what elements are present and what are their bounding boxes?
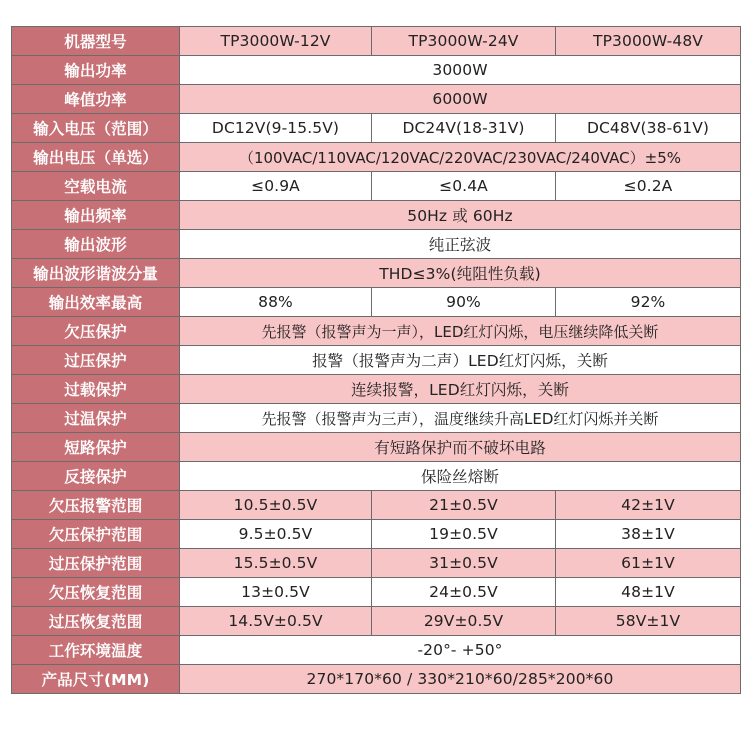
row-label: 输出功率 — [12, 56, 180, 85]
value-24v: 24±0.5V — [372, 578, 556, 607]
row-undervoltage-protect — [12, 317, 741, 346]
row-label: 过压保护范围 — [12, 549, 180, 578]
row-input-voltage — [12, 114, 741, 143]
row-label: 输出电压（单选） — [12, 143, 180, 172]
row-label: 空载电流 — [12, 172, 180, 201]
row-label: 欠压保护范围 — [12, 520, 180, 549]
value-48v: 42±1V — [556, 491, 741, 520]
row-output-frequency — [12, 201, 741, 230]
row-value: 50Hz 或 60Hz — [180, 201, 741, 230]
row-uv-recover-range — [12, 578, 741, 607]
row-no-load-current — [12, 172, 741, 201]
value-48v: DC48V(38-61V) — [556, 114, 741, 143]
value-12v: 14.5V±0.5V — [180, 607, 372, 636]
row-value: 报警（报警声为二声）LED红灯闪烁，关断 — [180, 346, 741, 375]
value-48v: 38±1V — [556, 520, 741, 549]
row-overvoltage-protect — [12, 346, 741, 375]
row-value: 270*170*60 / 330*210*60/285*200*60 — [180, 665, 741, 694]
value-48v: 61±1V — [556, 549, 741, 578]
value-12v: 10.5±0.5V — [180, 491, 372, 520]
row-label: 反接保护 — [12, 462, 180, 491]
model-48v: TP3000W-48V — [556, 27, 741, 56]
row-peak-power — [12, 85, 741, 114]
value-48v: ≤0.2A — [556, 172, 741, 201]
value-24v: 31±0.5V — [372, 549, 556, 578]
row-label: 机器型号 — [12, 27, 180, 56]
value-24v: 19±0.5V — [372, 520, 556, 549]
row-value: 有短路保护而不破坏电路 — [180, 433, 741, 462]
value-12v: ≤0.9A — [180, 172, 372, 201]
row-short-protect — [12, 433, 741, 462]
row-label: 输出波形谐波分量 — [12, 259, 180, 288]
value-24v: 21±0.5V — [372, 491, 556, 520]
row-value: 纯正弦波 — [180, 230, 741, 259]
row-value: -20°- +50° — [180, 636, 741, 665]
row-efficiency — [12, 288, 741, 317]
row-value: 保险丝熔断 — [180, 462, 741, 491]
row-output-waveform — [12, 230, 741, 259]
value-48v: 58V±1V — [556, 607, 741, 636]
row-label: 输出波形 — [12, 230, 180, 259]
row-ov-protect-range — [12, 549, 741, 578]
row-label: 输出频率 — [12, 201, 180, 230]
row-label: 过温保护 — [12, 404, 180, 433]
row-overload-protect — [12, 375, 741, 404]
row-value: （100VAC/110VAC/120VAC/220VAC/230VAC/240VAC）±5% — [180, 143, 741, 172]
spec-table — [11, 26, 741, 694]
row-value: 先报警（报警声为三声），温度继续升高LED红灯闪烁并关断 — [180, 404, 741, 433]
row-harmonic — [12, 259, 741, 288]
row-label: 欠压保护 — [12, 317, 180, 346]
row-label: 过压保护 — [12, 346, 180, 375]
row-dimensions — [12, 665, 741, 694]
row-label: 短路保护 — [12, 433, 180, 462]
value-12v: 13±0.5V — [180, 578, 372, 607]
row-uv-alarm-range — [12, 491, 741, 520]
row-uv-protect-range — [12, 520, 741, 549]
value-12v: 88% — [180, 288, 372, 317]
row-output-voltage — [12, 143, 741, 172]
value-48v: 92% — [556, 288, 741, 317]
value-12v: 9.5±0.5V — [180, 520, 372, 549]
row-output-power — [12, 56, 741, 85]
model-12v: TP3000W-12V — [180, 27, 372, 56]
row-label: 过压恢复范围 — [12, 607, 180, 636]
value-12v: DC12V(9-15.5V) — [180, 114, 372, 143]
row-label: 过载保护 — [12, 375, 180, 404]
row-reverse-protect — [12, 462, 741, 491]
row-ov-recover-range — [12, 607, 741, 636]
row-label: 产品尺寸(MM) — [12, 665, 180, 694]
row-model — [12, 27, 741, 56]
value-24v: 90% — [372, 288, 556, 317]
value-24v: 29V±0.5V — [372, 607, 556, 636]
row-label: 欠压报警范围 — [12, 491, 180, 520]
row-value: 3000W — [180, 56, 741, 85]
row-label: 工作环境温度 — [12, 636, 180, 665]
row-label: 欠压恢复范围 — [12, 578, 180, 607]
value-24v: ≤0.4A — [372, 172, 556, 201]
value-24v: DC24V(18-31V) — [372, 114, 556, 143]
row-overtemp-protect — [12, 404, 741, 433]
row-temperature — [12, 636, 741, 665]
row-value: 连续报警，LED红灯闪烁，关断 — [180, 375, 741, 404]
value-48v: 48±1V — [556, 578, 741, 607]
row-value: 6000W — [180, 85, 741, 114]
row-value: 先报警（报警声为一声），LED红灯闪烁，电压继续降低关断 — [180, 317, 741, 346]
row-label: 峰值功率 — [12, 85, 180, 114]
row-label: 输出效率最高 — [12, 288, 180, 317]
row-label: 输入电压（范围） — [12, 114, 180, 143]
value-12v: 15.5±0.5V — [180, 549, 372, 578]
row-value: THD≤3%(纯阻性负载) — [180, 259, 741, 288]
model-24v: TP3000W-24V — [372, 27, 556, 56]
